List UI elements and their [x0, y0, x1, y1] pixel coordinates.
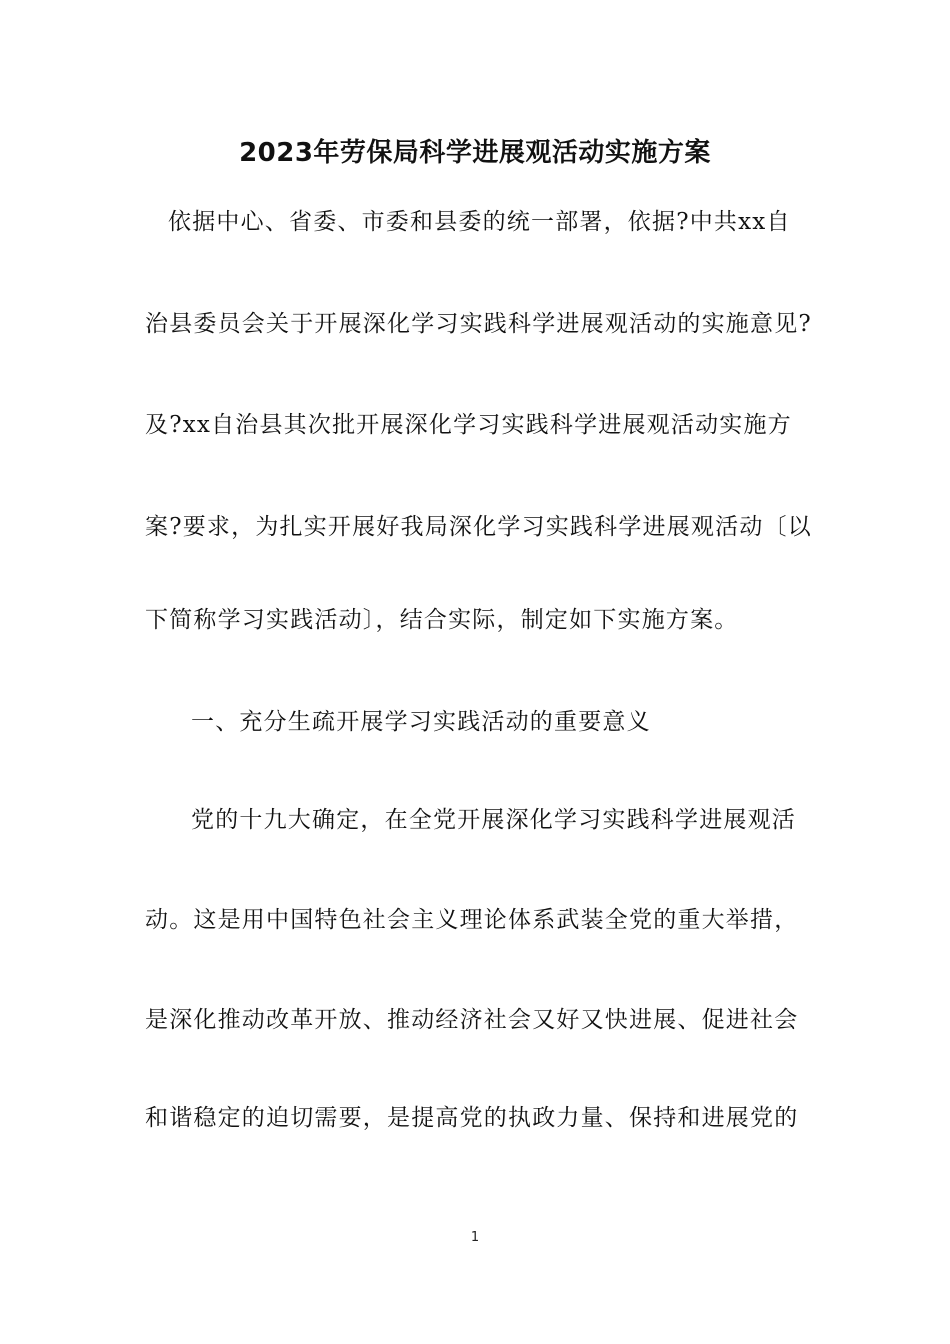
section-heading: 一、充分生疏开展学习实践活动的重要意义: [191, 709, 651, 735]
paragraph-line: 下简称学习实践活动〕，结合实际，制定如下实施方案。: [145, 607, 739, 633]
paragraph-line: 治县委员会关于开展深化学习实践科学进展观活动的实施意见?: [145, 311, 812, 337]
paragraph-line: 及?xx自治县其次批开展深化学习实践科学进展观活动实施方: [145, 412, 792, 438]
paragraph-line: 是深化推动改革开放、推动经济社会又好又快进展、促进社会: [145, 1007, 799, 1033]
paragraph-line: 党的十九大确定，在全党开展深化学习实践科学进展观活: [191, 807, 796, 833]
paragraph-line: 依据中心、省委、市委和县委的统一部署，依据?中共xx自: [168, 209, 791, 235]
page-number: 1: [470, 1230, 480, 1245]
paragraph-line: 和谐稳定的迫切需要，是提高党的执政力量、保持和进展党的: [145, 1105, 799, 1131]
paragraph-line: 动。这是用中国特色社会主义理论体系武装全党的重大举措，: [145, 907, 799, 933]
page-title: 2023年劳保局科学进展观活动实施方案: [239, 138, 711, 168]
paragraph-line: 案?要求，为扎实开展好我局深化学习实践科学进展观活动〔以: [145, 514, 812, 540]
